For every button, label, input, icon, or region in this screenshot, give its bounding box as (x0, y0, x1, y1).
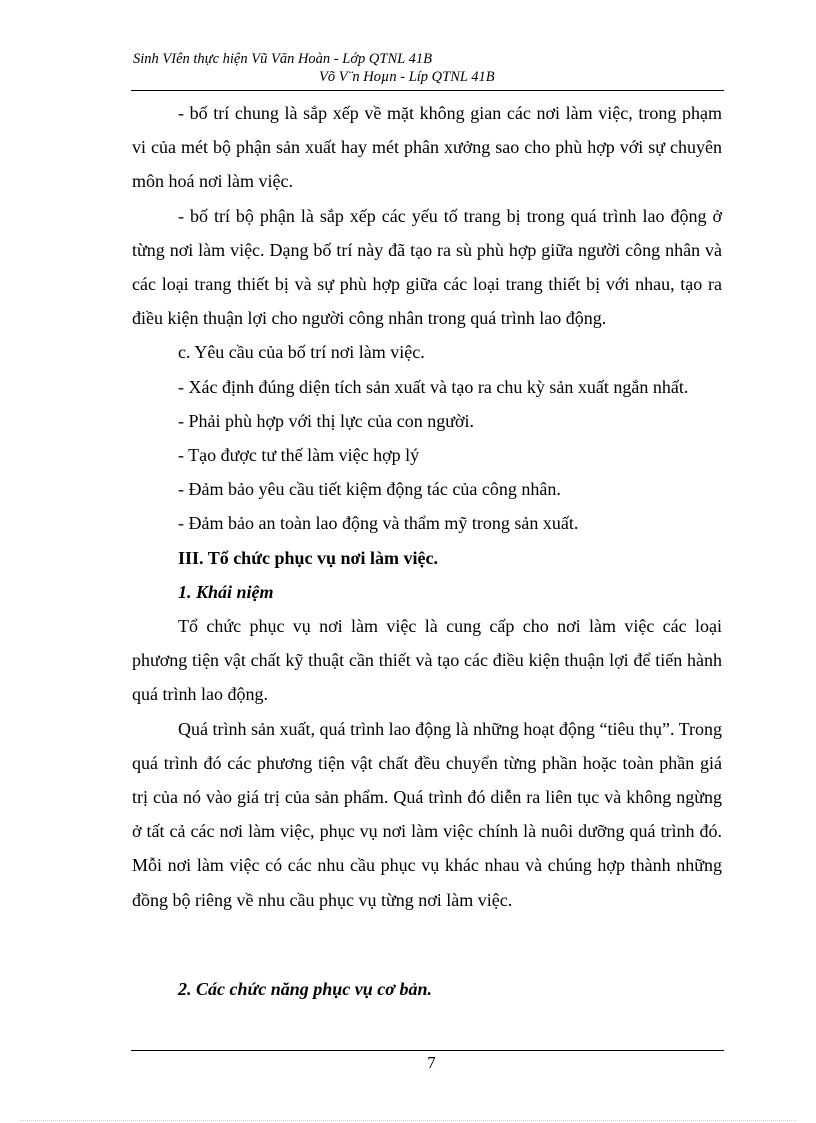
paragraph-process: Quá trình sản xuất, quá trình lao động là những hoạt động “tiêu thụ”. Trong quá trình đó các phương tiện vật chất đều chuyển từng phần hoặc toàn phần giá trị của nó vào giá trị của sản phẩm. Quá trình đó diễn ra liên tục và không ngừng ở tất cả các nơi làm việc, phục vụ nơi làm việc chính là nuôi dưỡng quá trình đó. Mỗi nơi làm việc có các nhu cầu phục vụ khác nhau và chúng hợp thành những đồng bộ riêng về nhu cầu phục vụ từng nơi làm việc. (132, 718, 722, 910)
requirement-item: - Xác định đúng diện tích sản xuất và tạo ra chu kỳ sản xuất ngắn nhất. (178, 376, 689, 397)
header-author-line: Sinh VIên thực hiện Vũ Văn Hoàn - Lớp QTNL 41B (133, 51, 432, 67)
paragraph-definition: Tổ chức phục vụ nơi làm việc là cung cấp cho nơi làm việc các loại phương tiện vật chất kỹ thuật cần thiết và tạo các điều kiện thuận lợi để tiến hành quá trình lao động. (132, 616, 722, 705)
requirement-item: - Đảm bảo yêu cầu tiết kiệm động tác của công nhân. (178, 479, 561, 500)
subsection-heading-functions: 2. Các chức năng phục vụ cơ bản. (178, 978, 432, 999)
header-author-line-garbled: Võ V¨n Hoµn - Líp QTNL 41B (319, 69, 495, 85)
requirement-item: - Tạo được tư thế làm việc hợp lý (178, 445, 420, 466)
page-bottom-edge (20, 1120, 796, 1121)
section-heading: III. Tổ chức phục vụ nơi làm việc. (178, 547, 438, 568)
subsection-heading-concept: 1. Khái niệm (178, 581, 274, 602)
requirement-item: - Phải phù hợp với thị lực của con người. (178, 410, 475, 431)
blank-space (132, 917, 722, 972)
requirement-item: - Đảm bảo an toàn lao động và thẩm mỹ trong sản xuất. (178, 513, 579, 534)
page-header (133, 50, 733, 86)
page-body (132, 96, 722, 1006)
paragraph-general-layout: - bố trí chung là sắp xếp về mặt không gian các nơi làm việc, trong phạm vi của mét bộ phận sản xuất hay mét phân xưởng sao cho phù hợp với sự chuyên môn hoá nơi làm việc. (132, 103, 722, 192)
requirements-title: c. Yêu cầu của bố trí nơi làm việc. (178, 342, 425, 363)
paragraph-component-layout: - bố trí bộ phận là sắp xếp các yếu tố trang bị trong quá trình lao động ở từng nơi làm việc. Dạng bố trí này đã tạo ra sù phù hợp giữa người công nhân và các loại trang thiết bị và sự phù hợp giữa các loại trang thiết bị với nhau, tạo ra điều kiện thuận lợi cho người công nhân trong quá trình lao động. (132, 205, 722, 329)
footer-divider (131, 1050, 724, 1051)
page-number: 7 (427, 1053, 436, 1072)
header-divider (131, 90, 724, 91)
